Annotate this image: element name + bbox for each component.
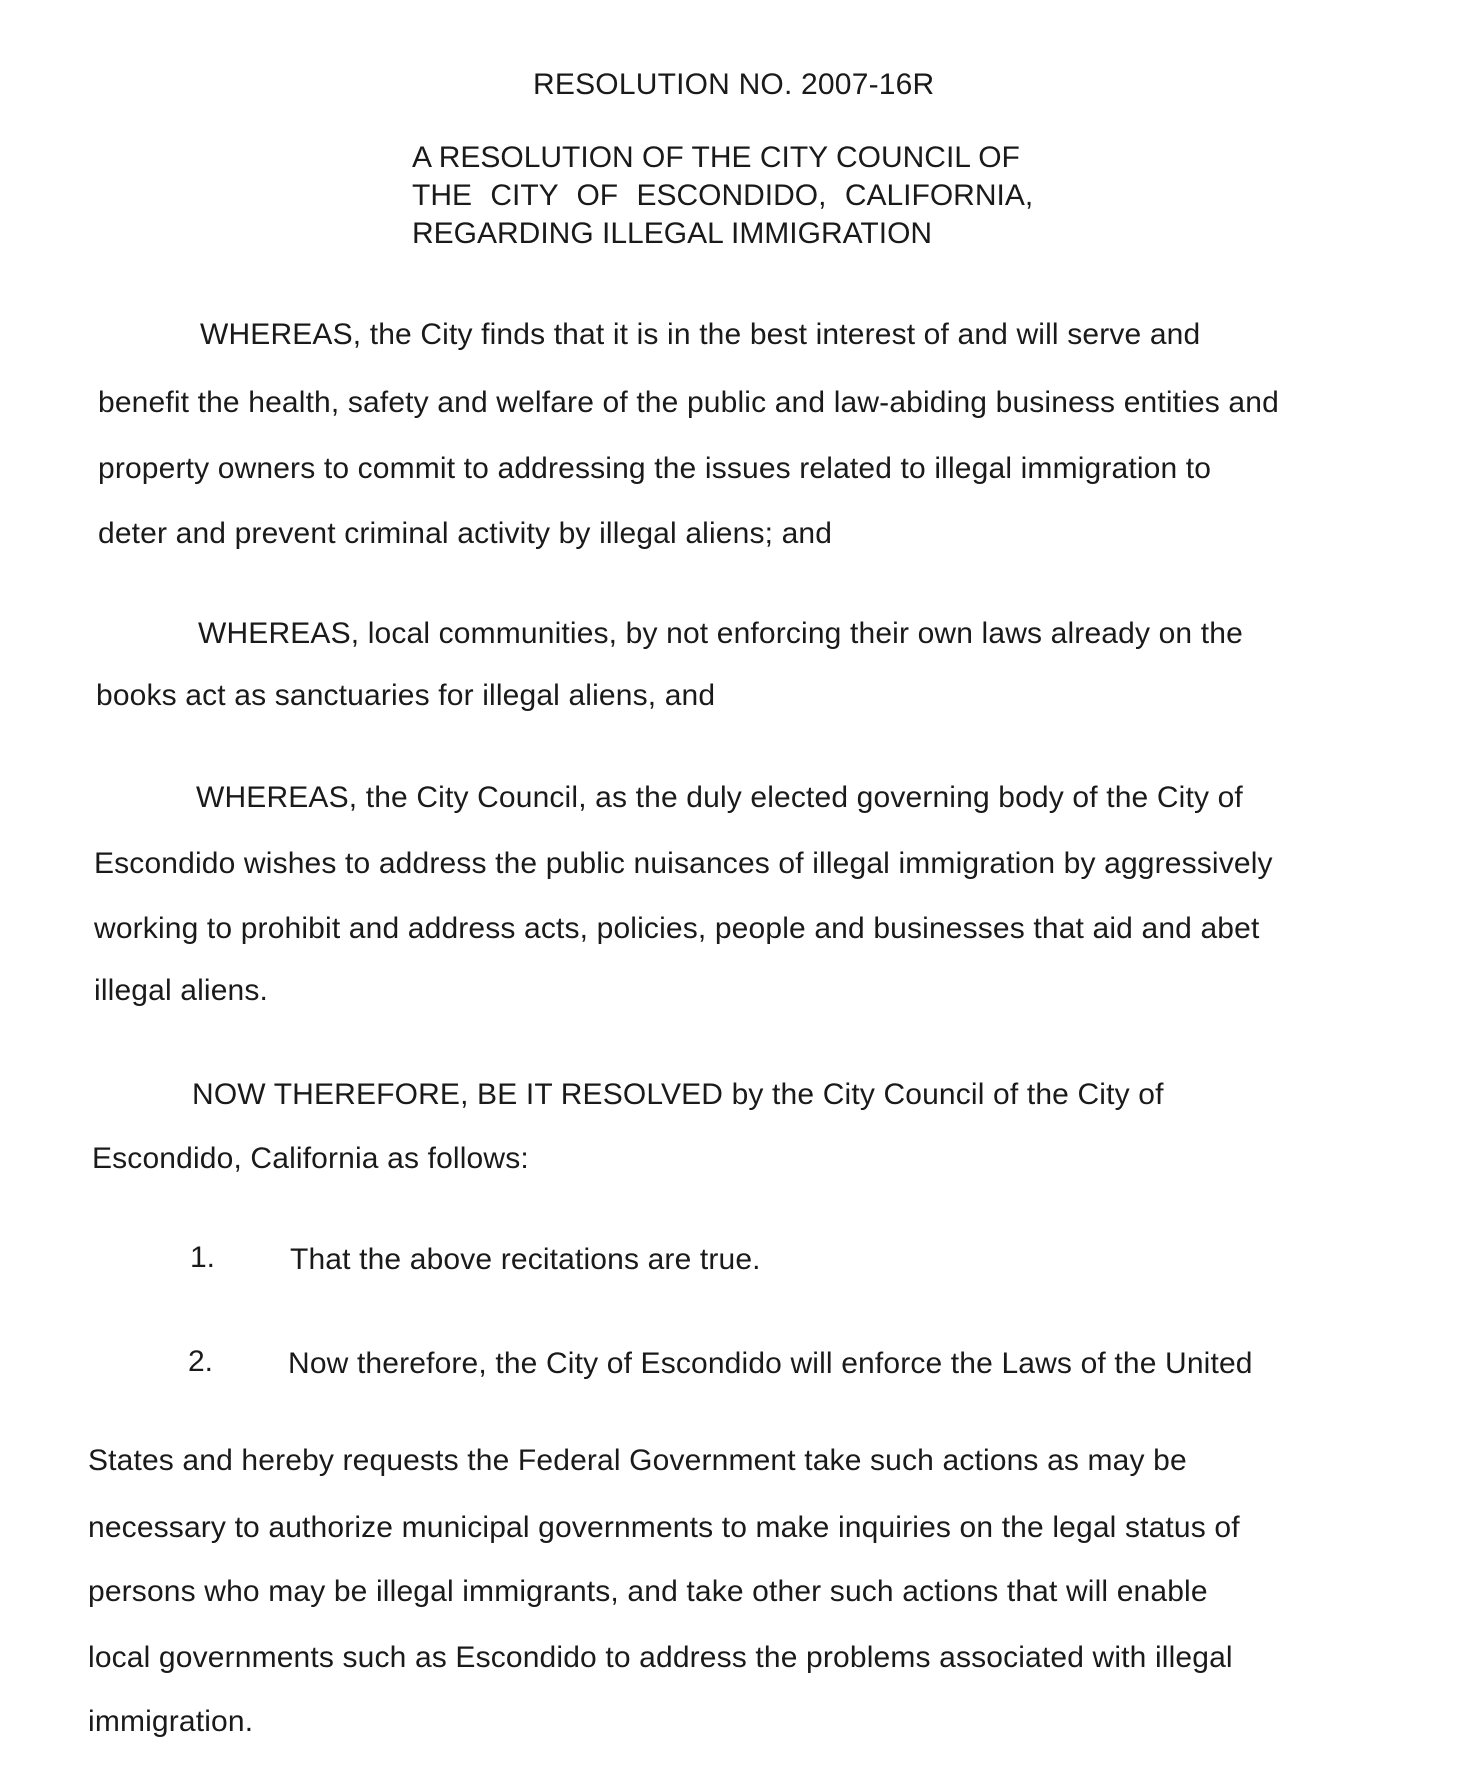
resolution-number: RESOLUTION NO. 2007-16R: [533, 68, 935, 101]
paragraph-line: benefit the health, safety and welfare of the public and law-abiding business entities and: [98, 386, 1279, 419]
paragraph-line: NOW THEREFORE, BE IT RESOLVED by the City Council of the City of: [192, 1078, 1164, 1111]
item-text: immigration.: [88, 1705, 254, 1738]
paragraph-line: books act as sanctuaries for illegal aliens, and: [96, 679, 716, 712]
item-text: Now therefore, the City of Escondido will enforce the Laws of the United: [288, 1347, 1253, 1380]
paragraph-line: illegal aliens.: [94, 974, 269, 1007]
paragraph-line: WHEREAS, the City Council, as the duly elected governing body of the City of: [196, 781, 1243, 814]
paragraph-line: Escondido wishes to address the public nuisances of illegal immigration by aggressively: [94, 847, 1273, 880]
item-text: necessary to authorize municipal governments to make inquiries on the legal status of: [88, 1511, 1240, 1544]
item-text: That the above recitations are true.: [290, 1243, 761, 1276]
paragraph-line: deter and prevent criminal activity by illegal aliens; and: [98, 517, 833, 550]
paragraph-line: property owners to commit to addressing the issues related to illegal immigration to: [98, 452, 1212, 485]
paragraph-line: WHEREAS, the City finds that it is in the best interest of and will serve and: [200, 318, 1201, 351]
title-line: THE CITY OF ESCONDIDO, CALIFORNIA,: [412, 179, 1034, 212]
item-text: local governments such as Escondido to address the problems associated with illegal: [88, 1641, 1233, 1674]
paragraph-line: WHEREAS, local communities, by not enforcing their own laws already on the: [198, 617, 1243, 650]
paragraph-line: working to prohibit and address acts, policies, people and businesses that aid and abet: [94, 912, 1260, 945]
item-number: 1.: [190, 1241, 216, 1274]
paragraph-line: Escondido, California as follows:: [92, 1142, 529, 1175]
item-number: 2.: [188, 1345, 214, 1378]
item-text: States and hereby requests the Federal Government take such actions as may be: [88, 1444, 1187, 1477]
resolution-title: [412, 139, 1033, 253]
title-line: REGARDING ILLEGAL IMMIGRATION: [412, 217, 933, 250]
title-line: A RESOLUTION OF THE CITY COUNCIL OF: [412, 141, 1020, 174]
item-text: persons who may be illegal immigrants, and take other such actions that will enable: [88, 1575, 1208, 1608]
